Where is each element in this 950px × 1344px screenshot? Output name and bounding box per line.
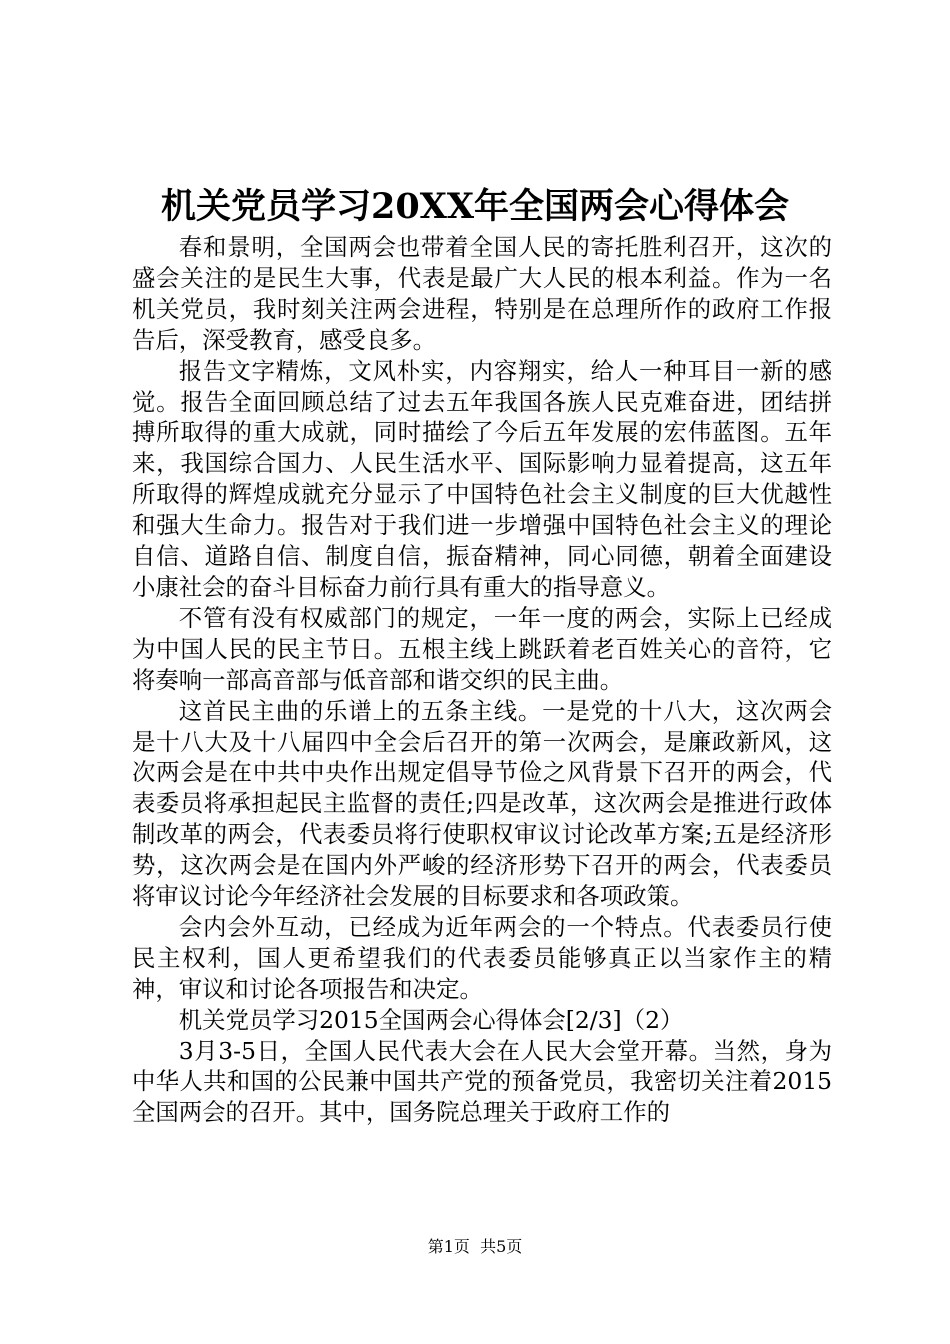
- paragraph: 这首民主曲的乐谱上的五条主线。一是党的十八大，这次两会是十八大及十八届四中全会后召开的第一次两会，是廉政新风，这次两会是在中共中央作出规定倡导节俭之风背景下召开的两会，代表委员将承担起民主监督的责任;四是改革，这次两会是推进行政体制改革的两会，代表委员将行使职权审议讨论改革方案;五是经济形势，这次两会是在国内外严峻的经济形势下召开的两会，代表委员将审议讨论今年经济社会发展的目标要求和各项政策。: [132, 696, 832, 911]
- paragraph: 会内会外互动，已经成为近年两会的一个特点。代表委员行使民主权利，国人更希望我们的代表委员能够真正以当家作主的精神，审议和讨论各项报告和决定。: [132, 912, 832, 1003]
- document-body: [132, 232, 832, 1128]
- section-heading: 机关党员学习2015全国两会心得体会[2/3]（2）: [178, 1005, 684, 1034]
- page-total: 共5页: [480, 1237, 523, 1256]
- paragraph: 不管有没有权威部门的规定，一年一度的两会，实际上已经成为中国人民的民主节日。五根主线上跳跃着老百姓关心的音符，它将奏响一部高音部与低音部和谐交织的民主曲。: [132, 603, 832, 694]
- page-footer: [0, 1236, 950, 1258]
- document-title: 机关党员学习20XX年全国两会心得体会: [160, 186, 790, 227]
- paragraph: 3月3-5日，全国人民代表大会在人民大会堂开幕。当然，身为中华人共和国的公民兼中国共产党的预备党员，我密切关注着2015全国两会的召开。其中，国务院总理关于政府工作的: [132, 1036, 832, 1127]
- paragraph: 春和景明，全国两会也带着全国人民的寄托胜利召开，这次的盛会关注的是民生大事，代表是最广大人民的根本利益。作为一名机关党员，我时刻关注两会进程，特别是在总理所作的政府工作报告后，深受教育，感受良多。: [132, 233, 832, 354]
- paragraph: 报告文字精炼，文风朴实，内容翔实，给人一种耳目一新的感觉。报告全面回顾总结了过去五年我国各族人民克难奋进，团结拼搏所取得的重大成就，同时描绘了今后五年发展的宏伟蓝图。五年来，我国综合国力、人民生活水平、国际影响力显着提高，这五年所取得的辉煌成就充分显示了中国特色社会主义制度的巨大优越性和强大生命力。报告对于我们进一步增强中国特色社会主义的理论自信、道路自信、制度自信，振奋精神，同心同德，朝着全面建设小康社会的奋斗目标奋力前行具有重大的指导意义。: [132, 356, 832, 601]
- page-number: 第1页: [427, 1237, 470, 1256]
